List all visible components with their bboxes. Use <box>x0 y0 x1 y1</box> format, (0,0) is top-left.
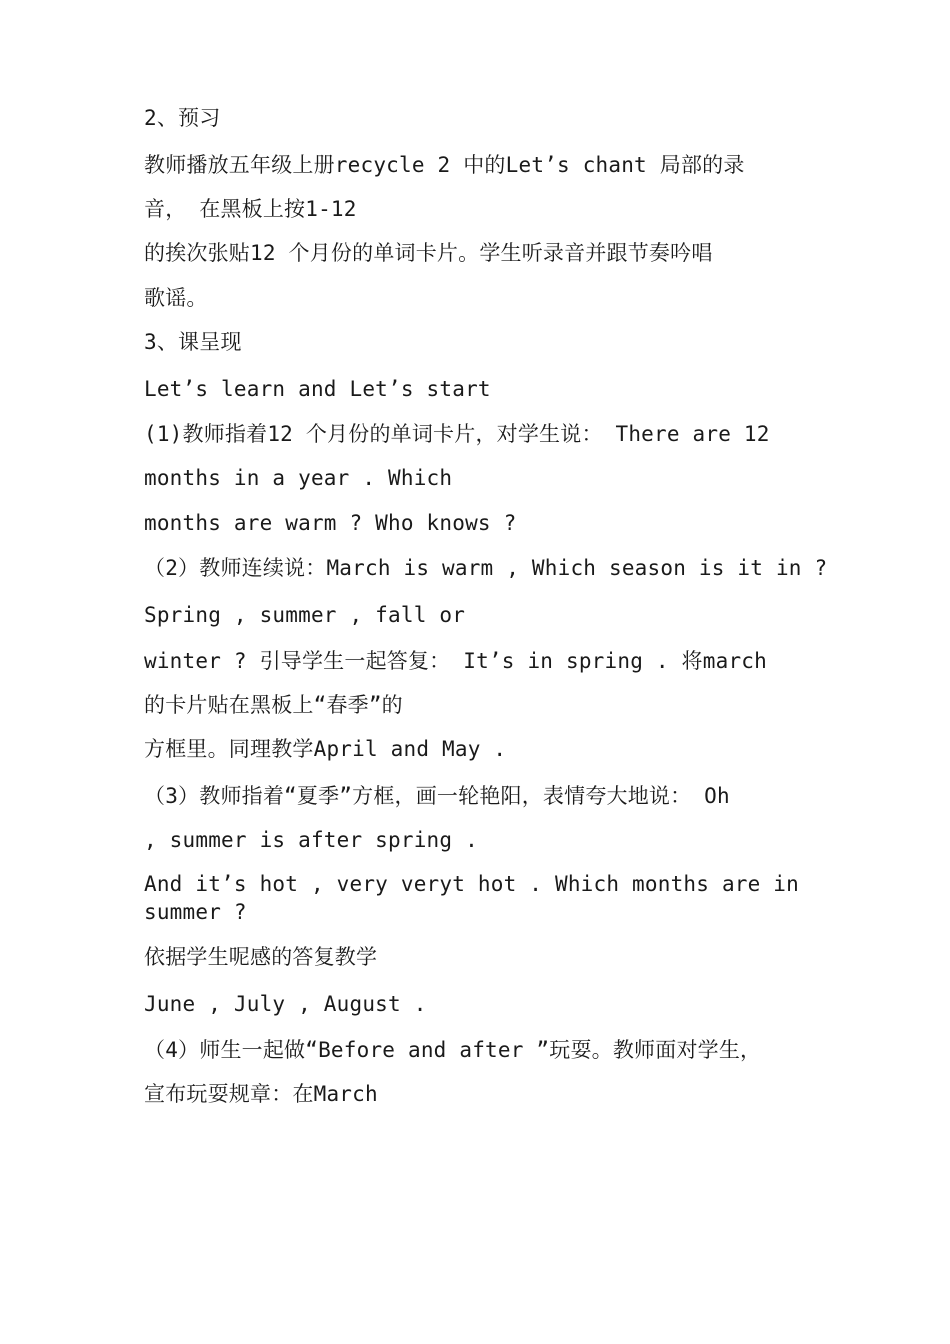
text-line: （2）教师连续说：March is warm , Which season is it in ? <box>144 556 828 580</box>
text-line: 歌谣。 <box>144 286 208 310</box>
text-line: （3）教师指着“夏季”方框，画一轮艳阳，表情夸大地说： Oh <box>144 784 730 808</box>
text-line: , summer is after spring . <box>144 828 478 852</box>
text-line: 教师播放五年级上册recycle 2 中的Let’s chant 局部的录 <box>144 153 745 177</box>
text-line: summer ? <box>144 900 247 924</box>
section-heading-presentation: 3、课呈现 <box>144 330 242 354</box>
text-line: Let’s learn and Let’s start <box>144 377 491 401</box>
text-line: Spring , summer , fall or <box>144 603 466 627</box>
text-line: 的挨次张贴12 个月份的单词卡片。学生听录音并跟节奏吟唱 <box>144 241 713 265</box>
text-line: 宣布玩耍规章：在March <box>144 1082 378 1106</box>
section-heading-preview: 2、预习 <box>144 106 221 130</box>
text-line: 的卡片贴在黑板上“春季”的 <box>144 693 403 717</box>
text-line: months in a year . Which <box>144 466 453 490</box>
text-line: And it’s hot , very veryt hot . Which months are in <box>144 872 799 896</box>
text-line: months are warm ? Who knows ? <box>144 511 517 535</box>
text-line: (1)教师指着12 个月份的单词卡片，对学生说： There are 12 <box>144 422 770 446</box>
text-line: （4）师生一起做“Before and after ”玩耍。教师面对学生， <box>144 1038 762 1062</box>
text-line: 方框里。同理教学April and May . <box>144 737 507 761</box>
text-line: 依据学生呢感的答复教学 <box>144 945 378 969</box>
text-line: 音， 在黑板上按1-12 <box>144 197 357 221</box>
text-line: winter ? 引导学生一起答复： It’s in spring . 将march <box>144 649 767 673</box>
text-line: June , July , August . <box>144 992 427 1016</box>
